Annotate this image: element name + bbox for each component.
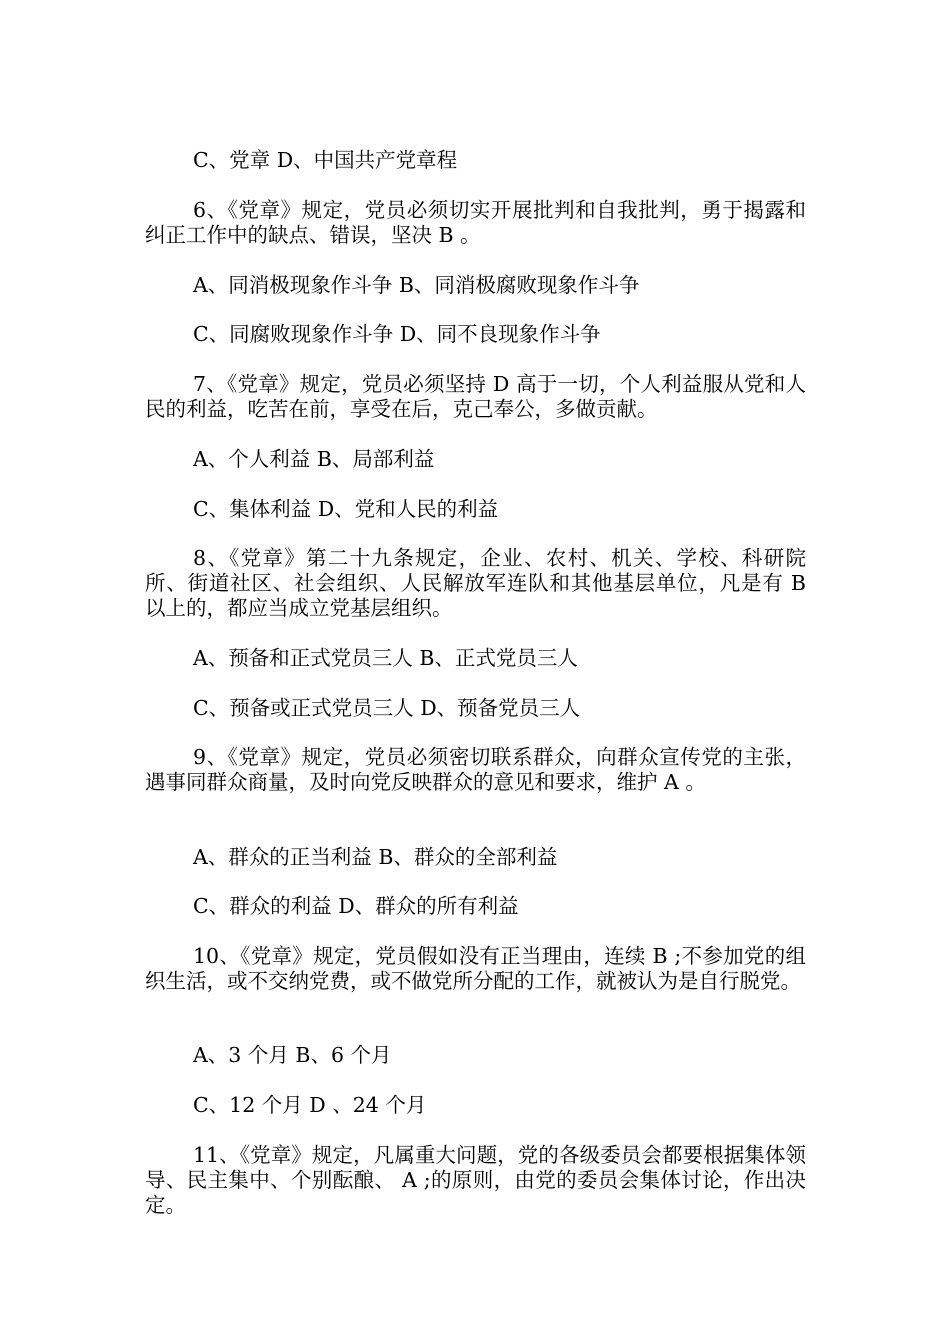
paragraph-question-11: 11、《党章》规定，凡属重大问题，党的各级委员会都要根据集体领导、民主集中、个别酝酿、 A ;的原则，由党的委员会集体讨论，作出决定。 (145, 1143, 806, 1217)
paragraph-option-7ab: A、个人利益 B、局部利益 (193, 447, 435, 471)
paragraph-option-7cd: C、集体利益 D、党和人民的利益 (193, 497, 499, 521)
paragraph-option-10ab: A、3 个月 B、6 个月 (193, 1043, 392, 1067)
paragraph-question-9: 9、《党章》规定，党员必须密切联系群众，向群众宣传党的主张，遇事同群众商量，及时向党反映群众的意见和要求，维护 A 。 (145, 745, 806, 794)
paragraph-option-10cd: C、12 个月 D 、24 个月 (193, 1093, 427, 1117)
paragraph-question-10: 10、《党章》规定，党员假如没有正当理由，连续 B ;不参加党的组织生活，或不交纳党费，或不做党所分配的工作，就被认为是自行脱党。 (145, 944, 806, 993)
paragraph-option-8cd: C、预备或正式党员三人 D、预备党员三人 (193, 696, 581, 720)
paragraph-option-9cd: C、群众的利益 D、群众的所有利益 (193, 894, 519, 918)
paragraph-option-6cd: C、同腐败现象作斗争 D、同不良现象作斗争 (193, 322, 601, 346)
paragraph-option-9ab: A、群众的正当利益 B、群众的全部利益 (193, 845, 558, 869)
paragraph-option-8ab: A、预备和正式党员三人 B、正式党员三人 (193, 646, 578, 670)
paragraph-option-5cd: C、党章 D、中国共产党章程 (193, 148, 458, 172)
paragraph-question-8: 8、《党章》第二十九条规定，企业、农村、机关、学校、科研院所、街道社区、社会组织、人民解放军连队和其他基层单位，凡是有 B 以上的，都应当成立党基层组织。 (145, 546, 806, 620)
paragraph-question-6: 6、《党章》规定，党员必须切实开展批判和自我批判，勇于揭露和纠正工作中的缺点、错误，坚决 B 。 (145, 198, 806, 247)
paragraph-question-7: 7、《党章》规定，党员必须坚持 D 高于一切，个人利益服从党和人民的利益，吃苦在前，享受在后，克己奉公，多做贡献。 (145, 372, 806, 421)
paragraph-option-6ab: A、同消极现象作斗争 B、同消极腐败现象作斗争 (193, 273, 640, 297)
